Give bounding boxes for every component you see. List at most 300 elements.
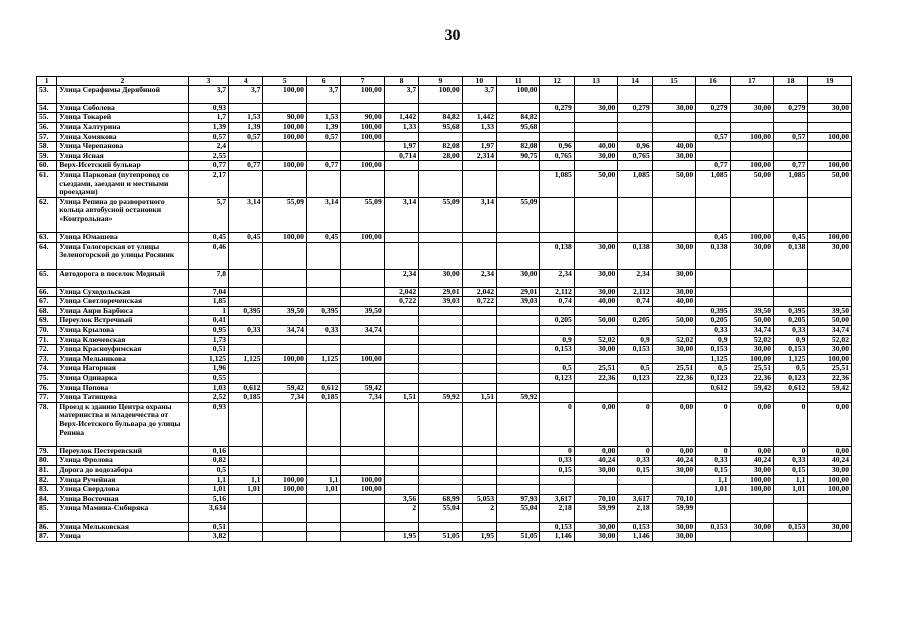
value-cell: 100,00: [730, 233, 773, 243]
value-cell: 0,33: [618, 456, 652, 466]
value-cell: [730, 151, 773, 161]
value-cell: 1,1: [774, 475, 808, 485]
row-number: 65.: [37, 269, 57, 287]
value-cell: [384, 522, 418, 532]
value-cell: [808, 287, 852, 297]
value-cell: 5,7: [188, 197, 228, 232]
value-cell: 5,053: [462, 494, 496, 504]
value-cell: 0,51: [188, 522, 228, 532]
value-cell: [263, 316, 306, 326]
value-cell: 30,00: [574, 242, 617, 269]
value-cell: 0,15: [774, 466, 808, 476]
value-cell: [618, 233, 652, 243]
value-cell: [618, 306, 652, 316]
row-number: 82.: [37, 475, 57, 485]
value-cell: [462, 170, 496, 197]
value-cell: [774, 269, 808, 287]
street-name: Улица Ясная: [57, 151, 188, 161]
value-cell: [574, 485, 617, 495]
value-cell: 0,77: [188, 161, 228, 171]
value-cell: 7,34: [263, 393, 306, 403]
value-cell: 50,00: [652, 316, 695, 326]
value-cell: 22,36: [574, 374, 617, 384]
value-cell: [652, 197, 695, 232]
value-cell: [808, 393, 852, 403]
value-cell: 52,02: [574, 335, 617, 345]
value-cell: [419, 103, 462, 113]
value-cell: 2,042: [462, 287, 496, 297]
value-cell: [462, 345, 496, 355]
column-header: 19: [808, 77, 852, 86]
value-cell: 0,15: [540, 466, 574, 476]
value-cell: [618, 85, 652, 103]
value-cell: 0,153: [540, 345, 574, 355]
value-cell: [808, 504, 852, 522]
value-cell: [229, 103, 263, 113]
value-cell: 0,205: [696, 316, 730, 326]
page-number: 30: [444, 27, 461, 44]
value-cell: [652, 161, 695, 171]
row-number: 70.: [37, 326, 57, 336]
value-cell: 1,33: [462, 122, 496, 132]
table-row: [37, 85, 852, 103]
value-cell: [652, 113, 695, 123]
value-cell: [652, 326, 695, 336]
value-cell: [497, 335, 540, 345]
value-cell: [730, 113, 773, 123]
value-cell: 0,153: [618, 345, 652, 355]
value-cell: [774, 393, 808, 403]
street-name: Улица Хомякова: [57, 132, 188, 142]
value-cell: 3,7: [384, 85, 418, 103]
value-cell: [696, 269, 730, 287]
value-cell: 100,00: [419, 85, 462, 103]
value-cell: [419, 374, 462, 384]
value-cell: [263, 402, 306, 446]
value-cell: 1,125: [774, 354, 808, 364]
value-cell: [263, 297, 306, 307]
value-cell: 0,153: [774, 345, 808, 355]
value-cell: [462, 354, 496, 364]
column-header: 13: [574, 77, 617, 86]
value-cell: 50,00: [652, 170, 695, 197]
value-cell: 0,00: [652, 402, 695, 446]
value-cell: 30,00: [652, 151, 695, 161]
value-cell: [574, 233, 617, 243]
value-cell: [540, 306, 574, 316]
table-row: [37, 142, 852, 152]
street-name: Улица Мельникова: [57, 354, 188, 364]
table-row: [37, 151, 852, 161]
value-cell: [696, 85, 730, 103]
value-cell: [341, 532, 384, 542]
value-cell: 0,74: [618, 297, 652, 307]
value-cell: [574, 132, 617, 142]
value-cell: 0: [774, 402, 808, 446]
value-cell: [574, 306, 617, 316]
value-cell: 100,00: [808, 161, 852, 171]
value-cell: 1,97: [462, 142, 496, 152]
value-cell: [497, 485, 540, 495]
value-cell: 0,00: [808, 402, 852, 446]
value-cell: [419, 326, 462, 336]
value-cell: [808, 297, 852, 307]
value-cell: 0,395: [229, 306, 263, 316]
value-cell: [306, 374, 340, 384]
value-cell: 30,00: [652, 269, 695, 287]
value-cell: [540, 197, 574, 232]
value-cell: 0,153: [618, 522, 652, 532]
value-cell: [341, 374, 384, 384]
table-row: [37, 345, 852, 355]
value-cell: [306, 456, 340, 466]
value-cell: [419, 233, 462, 243]
table-row: [37, 103, 852, 113]
street-name: Улица: [57, 532, 188, 542]
value-cell: [618, 197, 652, 232]
value-cell: [497, 364, 540, 374]
row-number: 80.: [37, 456, 57, 466]
header-row: [37, 77, 852, 86]
column-header: 6: [306, 77, 340, 86]
value-cell: [618, 383, 652, 393]
value-cell: 0,9: [696, 335, 730, 345]
value-cell: [419, 335, 462, 345]
row-number: 61.: [37, 170, 57, 197]
value-cell: 0,612: [306, 383, 340, 393]
street-name: Улица Юмашева: [57, 233, 188, 243]
value-cell: 1,96: [188, 364, 228, 374]
value-cell: [497, 354, 540, 364]
value-cell: [384, 485, 418, 495]
table-row: [37, 297, 852, 307]
row-number: 73.: [37, 354, 57, 364]
value-cell: 0,123: [774, 374, 808, 384]
table-row: [37, 113, 852, 123]
value-cell: 30,00: [574, 522, 617, 532]
value-cell: 59,92: [419, 393, 462, 403]
value-cell: 52,02: [730, 335, 773, 345]
value-cell: 1,125: [188, 354, 228, 364]
value-cell: [229, 170, 263, 197]
value-cell: 3,14: [306, 197, 340, 232]
value-cell: 0,33: [306, 326, 340, 336]
value-cell: 100,00: [808, 354, 852, 364]
row-number: 64.: [37, 242, 57, 269]
value-cell: [263, 269, 306, 287]
value-cell: [263, 335, 306, 345]
value-cell: 0,33: [229, 326, 263, 336]
value-cell: 25,51: [730, 364, 773, 374]
value-cell: 50,00: [730, 316, 773, 326]
value-cell: 1,146: [618, 532, 652, 542]
value-cell: [774, 85, 808, 103]
value-cell: [462, 306, 496, 316]
value-cell: [574, 113, 617, 123]
value-cell: 100,00: [263, 475, 306, 485]
column-header: 17: [730, 77, 773, 86]
table-row: [37, 532, 852, 542]
column-header: 15: [652, 77, 695, 86]
street-name: Улица Красноуфимская: [57, 345, 188, 355]
value-cell: 55,09: [419, 197, 462, 232]
value-cell: 1,33: [384, 122, 418, 132]
value-cell: [574, 475, 617, 485]
value-cell: 2,042: [384, 287, 418, 297]
value-cell: 2,18: [540, 504, 574, 522]
value-cell: 1,125: [229, 354, 263, 364]
value-cell: [384, 132, 418, 142]
value-cell: 0,722: [462, 297, 496, 307]
value-cell: 1,97: [384, 142, 418, 152]
value-cell: 0,57: [306, 132, 340, 142]
value-cell: [384, 456, 418, 466]
value-cell: [540, 354, 574, 364]
value-cell: [652, 475, 695, 485]
value-cell: 2,4: [188, 142, 228, 152]
value-cell: 0,33: [774, 326, 808, 336]
value-cell: 59,92: [497, 393, 540, 403]
value-cell: 100,00: [730, 354, 773, 364]
value-cell: 0,33: [540, 456, 574, 466]
table-row: [37, 233, 852, 243]
value-cell: [419, 364, 462, 374]
value-cell: [229, 522, 263, 532]
value-cell: 82,08: [497, 142, 540, 152]
table-row: [37, 132, 852, 142]
value-cell: [306, 466, 340, 476]
street-name: Улица Нагорная: [57, 364, 188, 374]
value-cell: 0,205: [540, 316, 574, 326]
value-cell: 100,00: [808, 475, 852, 485]
value-cell: 0,9: [618, 335, 652, 345]
value-cell: 0,5: [696, 364, 730, 374]
value-cell: 100,00: [341, 132, 384, 142]
value-cell: [384, 446, 418, 456]
row-number: 85.: [37, 504, 57, 522]
value-cell: [730, 393, 773, 403]
value-cell: 22,36: [652, 374, 695, 384]
value-cell: [774, 197, 808, 232]
value-cell: 100,00: [263, 85, 306, 103]
value-cell: 1,95: [384, 532, 418, 542]
value-cell: [384, 475, 418, 485]
value-cell: 2,18: [618, 504, 652, 522]
value-cell: 40,00: [652, 297, 695, 307]
value-cell: [497, 522, 540, 532]
value-cell: 34,74: [730, 326, 773, 336]
column-header: 11: [497, 77, 540, 86]
table-row: [37, 494, 852, 504]
value-cell: 28,00: [419, 151, 462, 161]
value-cell: [730, 142, 773, 152]
value-cell: [462, 466, 496, 476]
street-name: Улица Светлореченская: [57, 297, 188, 307]
value-cell: 30,00: [574, 532, 617, 542]
value-cell: [808, 113, 852, 123]
value-cell: [462, 161, 496, 171]
value-cell: 30,00: [730, 345, 773, 355]
value-cell: [384, 466, 418, 476]
value-cell: [652, 132, 695, 142]
value-cell: 30,00: [574, 287, 617, 297]
value-cell: [263, 522, 306, 532]
value-cell: 97,93: [497, 494, 540, 504]
value-cell: 0,00: [652, 446, 695, 456]
table-row: [37, 197, 852, 232]
value-cell: 52,02: [652, 335, 695, 345]
value-cell: 59,42: [263, 383, 306, 393]
value-cell: 3,14: [462, 197, 496, 232]
value-cell: 30,00: [574, 103, 617, 113]
value-cell: 30,00: [574, 151, 617, 161]
value-cell: 0,279: [696, 103, 730, 113]
value-cell: [652, 354, 695, 364]
value-cell: [730, 297, 773, 307]
value-cell: [696, 297, 730, 307]
value-cell: [696, 532, 730, 542]
value-cell: 0,93: [188, 402, 228, 446]
value-cell: 59,99: [652, 504, 695, 522]
value-cell: [652, 485, 695, 495]
value-cell: [618, 132, 652, 142]
value-cell: [341, 297, 384, 307]
street-name: Улица Черепанова: [57, 142, 188, 152]
table-row: [37, 354, 852, 364]
value-cell: [618, 113, 652, 123]
row-number: 77.: [37, 393, 57, 403]
value-cell: [306, 494, 340, 504]
value-cell: 1,01: [306, 485, 340, 495]
value-cell: [229, 242, 263, 269]
value-cell: 3,617: [618, 494, 652, 504]
column-header: 16: [696, 77, 730, 86]
value-cell: [341, 151, 384, 161]
value-cell: [574, 122, 617, 132]
value-cell: [574, 354, 617, 364]
value-cell: 0,395: [774, 306, 808, 316]
value-cell: [419, 161, 462, 171]
value-cell: [229, 345, 263, 355]
value-cell: [497, 446, 540, 456]
value-cell: [574, 197, 617, 232]
value-cell: 0,46: [188, 242, 228, 269]
value-cell: 34,74: [263, 326, 306, 336]
value-cell: 0: [618, 446, 652, 456]
street-name: Улица Парковая (путепровод со съездами, заездами и местными проездами): [57, 170, 188, 197]
value-cell: [384, 103, 418, 113]
value-cell: 1,085: [774, 170, 808, 197]
value-cell: [808, 151, 852, 161]
value-cell: 1: [188, 306, 228, 316]
value-cell: [462, 364, 496, 374]
table-row: [37, 242, 852, 269]
value-cell: [774, 151, 808, 161]
value-cell: [540, 113, 574, 123]
value-cell: [229, 151, 263, 161]
value-cell: 1,125: [306, 354, 340, 364]
value-cell: [696, 393, 730, 403]
value-cell: 1,39: [188, 122, 228, 132]
row-number: 55.: [37, 113, 57, 123]
value-cell: [341, 269, 384, 287]
value-cell: 1,85: [188, 297, 228, 307]
value-cell: 30,00: [497, 269, 540, 287]
value-cell: 95,68: [419, 122, 462, 132]
value-cell: [306, 402, 340, 446]
value-cell: 82,08: [419, 142, 462, 152]
value-cell: [306, 170, 340, 197]
value-cell: 0,41: [188, 316, 228, 326]
value-cell: 59,42: [730, 383, 773, 393]
value-cell: 1,125: [696, 354, 730, 364]
table-row: [37, 466, 852, 476]
value-cell: [419, 466, 462, 476]
value-cell: 29,01: [497, 287, 540, 297]
value-cell: [384, 364, 418, 374]
value-cell: [306, 532, 340, 542]
value-cell: 30,00: [652, 345, 695, 355]
value-cell: [808, 494, 852, 504]
street-name: Верх-Исетский бульвар: [57, 161, 188, 171]
value-cell: 90,75: [497, 151, 540, 161]
value-cell: 2,55: [188, 151, 228, 161]
value-cell: 30,00: [652, 103, 695, 113]
value-cell: [808, 197, 852, 232]
value-cell: 50,00: [574, 170, 617, 197]
value-cell: 0,765: [540, 151, 574, 161]
row-number: 72.: [37, 345, 57, 355]
table-row: [37, 504, 852, 522]
value-cell: [462, 233, 496, 243]
value-cell: 2,314: [462, 151, 496, 161]
row-number: 71.: [37, 335, 57, 345]
row-number: 87.: [37, 532, 57, 542]
value-cell: 0,138: [618, 242, 652, 269]
value-cell: [574, 85, 617, 103]
value-cell: 0,153: [774, 522, 808, 532]
value-cell: [341, 103, 384, 113]
value-cell: 0,82: [188, 456, 228, 466]
value-cell: [696, 113, 730, 123]
street-name: Улица Свердлова: [57, 485, 188, 495]
value-cell: [462, 485, 496, 495]
value-cell: 30,00: [574, 466, 617, 476]
value-cell: 30,00: [730, 522, 773, 532]
value-cell: [419, 456, 462, 466]
street-name: Улица Мельковская: [57, 522, 188, 532]
table-row: [37, 364, 852, 374]
value-cell: [497, 161, 540, 171]
row-number: 74.: [37, 364, 57, 374]
value-cell: 0,15: [618, 466, 652, 476]
value-cell: 30,00: [574, 269, 617, 287]
table-row: [37, 161, 852, 171]
table-row: [37, 335, 852, 345]
value-cell: [341, 335, 384, 345]
value-cell: [462, 475, 496, 485]
street-name: Улица Токарей: [57, 113, 188, 123]
value-cell: [419, 354, 462, 364]
street-name: Улица Попова: [57, 383, 188, 393]
value-cell: [774, 142, 808, 152]
value-cell: 3,634: [188, 504, 228, 522]
row-number: 60.: [37, 161, 57, 171]
value-cell: [497, 475, 540, 485]
value-cell: 0,279: [774, 103, 808, 113]
value-cell: [696, 494, 730, 504]
value-cell: [419, 475, 462, 485]
